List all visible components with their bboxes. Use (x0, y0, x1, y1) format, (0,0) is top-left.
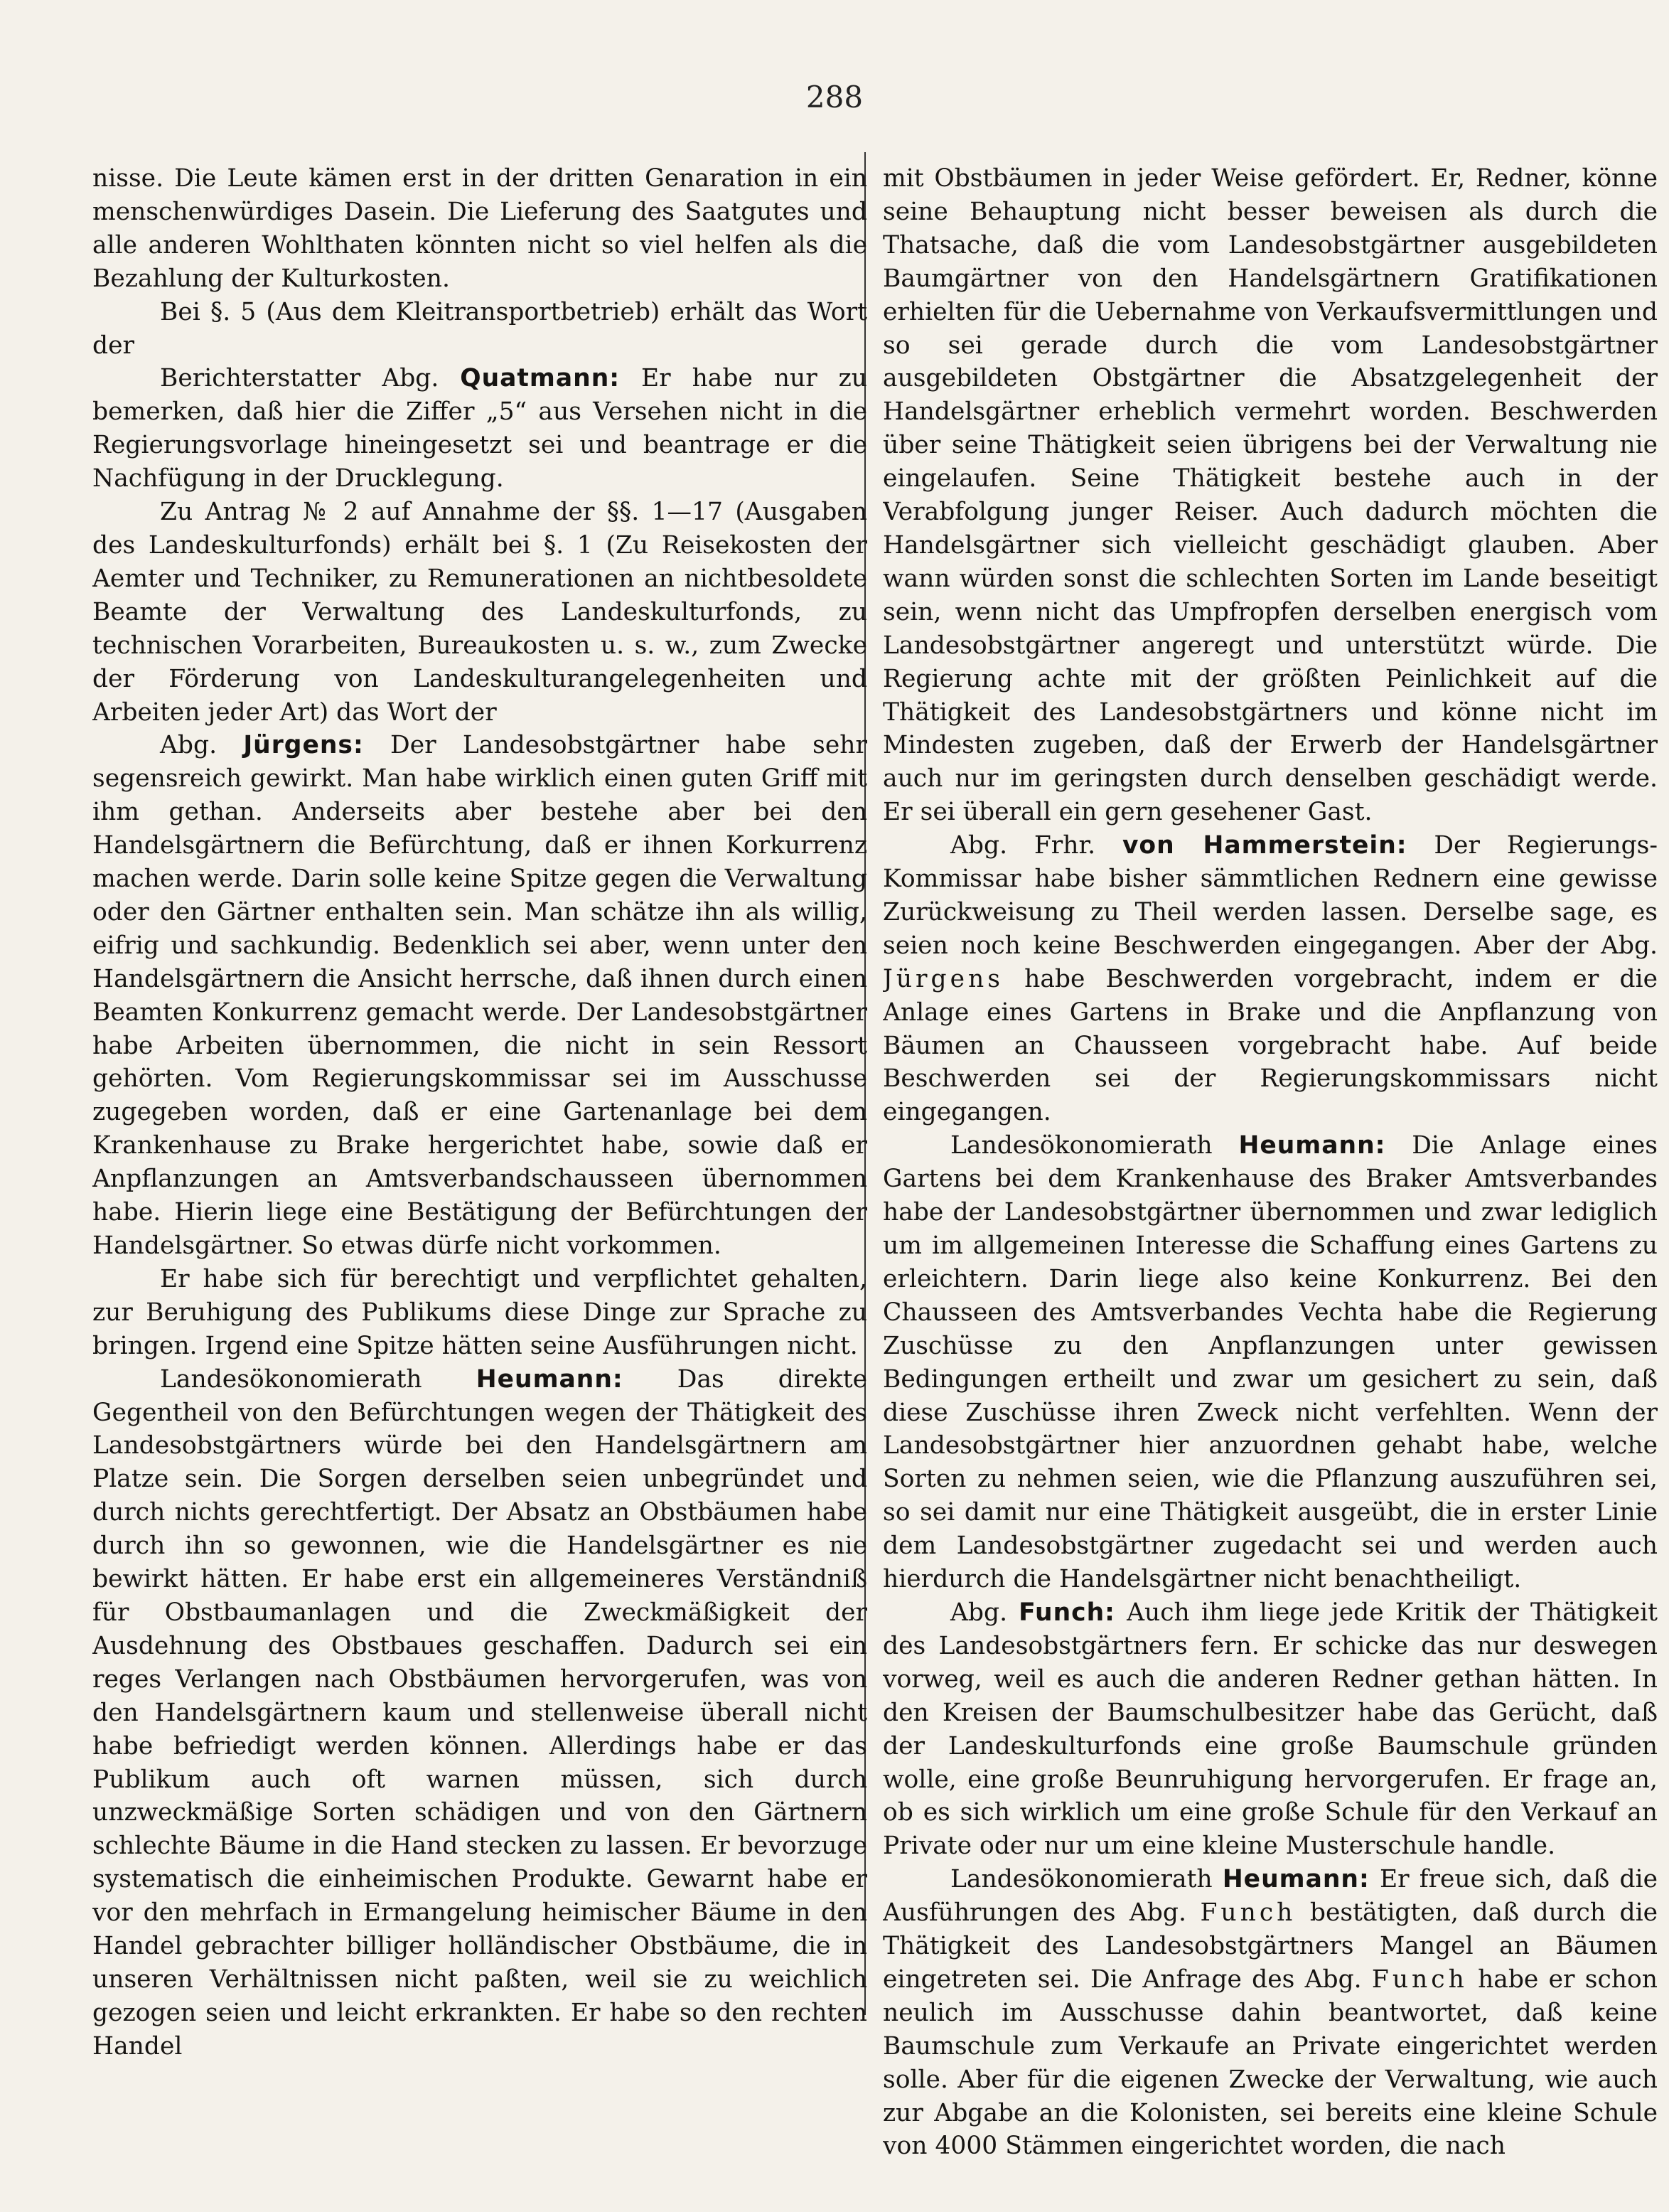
speaker-name: von Hammerstein: (1122, 831, 1407, 860)
speaker-title: Abg. Frhr. (950, 831, 1096, 860)
speech-quatmann (92, 362, 867, 496)
paragraph: Er habe sich für berechtigt und verpflichtet gehalten, zur Beruhigung des Publikums diese Dinge zur Sprache zu bringen. Irgend eine Spitze hätten seine Ausführungen nicht. (92, 1264, 867, 1360)
speaker-title: Landesökonomierath (950, 1131, 1213, 1160)
speaker-name: Funch: (1019, 1598, 1115, 1627)
speaker-title: Landesökonomierath (160, 1364, 422, 1394)
speech-text: Die Anlage eines Gartens bei dem Krankenhause des Braker Amtsverbandes habe der Landesobstgärtner übernommen und zwar lediglich um im allgemeinen Interesse die Schaffung eines Gartens zu erleichtern. Darin liege also keine Konkurrenz. Bei den Chausseen des Amtsverbandes Vechta habe die Regierung Zuschüsse zu den Anpflanzungen unter gewissen Bedingungen ertheilt und zwar um gesichert zu sein, daß diese Zuschüsse ihren Zweck nicht verfehlten. Wenn der Landesobstgärtner hier anzuordnen gehabt habe, welche Sorten zu nehmen seien, wie die Pflanzung auszuführen sei, so sei damit nur eine Thätigkeit ausgeübt, die in erster Linie dem Landesobstgärtner zugedacht sei und werden auch hierdurch die Handelsgärtner nicht benachtheiligt. (883, 1131, 1658, 1594)
speech-text: bestätigten, daß durch die Thätigkeit des Landesobstgärtners Mangel an Bäumen eingetreten sei. Die Anfrage des Abg. (883, 1898, 1658, 1994)
referenced-name: Funch (1371, 1965, 1468, 1994)
speaker-name: Heumann: (1222, 1865, 1370, 1894)
right-column (883, 162, 1658, 2181)
speaker-name: Jürgens: (243, 731, 364, 760)
speaker-title: Abg. (950, 1598, 1008, 1627)
speech-funch (883, 1596, 1658, 1863)
speech-text: Er freue sich, daß die Ausführungen des Abg. (883, 1865, 1658, 1928)
speech-heumann (92, 1363, 867, 2063)
speech-text: Auch ihm liege jede Kritik der Thätigkeit des Landesobstgärtners fern. Er schicke das nur deswegen vorweg, weil es auch die anderen Redner gethan hätten. In den Kreisen der Baumschulbesitzer habe das Gerücht, daß der Landeskulturfonds eine große Baumschule gründen wolle, eine große Beunruhigung hervorgerufen. Er frage an, ob es sich wirklich um eine große Schule für den Verkauf an Private oder nur um eine kleine Musterschule handle. (883, 1598, 1658, 1861)
referenced-name: Jürgens (883, 964, 1004, 993)
referenced-name: Funch (1200, 1898, 1297, 1928)
speaker-name: Heumann: (476, 1364, 623, 1394)
speech-text: Der Regierungs-Kommissar habe bisher sämmtlichen Rednern eine gewisse Zurückweisung zu Theil werden lassen. Derselbe sage, es seien noch keine Beschwerden eingegangen. Aber der Abg. (883, 831, 1658, 960)
speaker-name: Heumann: (1238, 1131, 1386, 1160)
speech-heumann (883, 1863, 1658, 2163)
speaker-title: Abg. (160, 731, 218, 760)
speech-text: Das direkte Gegentheil von den Befürchtungen wegen der Thätigkeit des Landesobstgärtners würde bei den Handelsgärtnern am Platze sein. Die Sorgen derselben seien unbegründet und durch nichts gerechtfertigt. Der Absatz an Obstbäumen habe durch ihn so gewonnen, wie die Handelsgärtner es nie bewirkt hätten. Er habe erst ein allgemeineres Verständniß für Obstbaumanlagen und die Zweckmäßigkeit der Ausdehnung des Obstbaues geschaffen. Dadurch sei ein reges Verlangen nach Obstbäumen hervorgerufen, was von den Handelsgärtnern kaum und stellenweise überall nicht habe befriedigt werden können. Allerdings habe er das Publikum auch oft warnen müssen, sich durch unzweckmäßige Sorten schädigen und von den Gärtnern schlechte Bäume in die Hand stecken zu lassen. Er bevorzuge systematisch die einheimischen Produkte. Gewarnt habe er vor den mehrfach in Ermangelung heimischer Bäume in den Handel gebrachter billiger holländischer Obstbäume, die in unseren Verhältnissen nicht paßten, weil sie zu weichlich gezogen seien und leicht erkrankten. Er habe so den rechten Handel (92, 1364, 867, 2061)
speaker-title: Landesökonomierath (950, 1865, 1213, 1894)
paragraph: Zu Antrag № 2 auf Annahme der §§. 1—17 (Ausgaben des Landeskulturfonds) erhält bei §. 1 (Zu Reisekosten der Aemter und Techniker, zu Remunerationen an nichtbesoldete Beamte der Verwaltung des Landeskulturfonds, zu technischen Vorarbeiten, Bureaukosten u. s. w., zum Zwecke der Förderung von Landeskulturangelegenheiten und Arbeiten jeder Art) das Wort der (92, 498, 867, 727)
speech-text: habe Beschwerden vorgebracht, indem er die Anlage eines Gartens in Brake und die Anpflanzung von Bäumen an Chausseen vorgebracht habe. Auf beide Beschwerden sei der Regierungskommissars nicht eingegangen. (883, 964, 1658, 1127)
speaker-title: Berichterstatter Abg. (160, 364, 439, 393)
speech-text: habe er schon neulich im Ausschusse dahin beantwortet, daß keine Baumschule zum Verkaufe an Private eingerichtet werden solle. Aber für die eigenen Zwecke der Verwaltung, wie auch zur Abgabe an die Kolonisten, sei bereits eine kleine Schule von 4000 Stämmen eingerichtet worden, die nach (883, 1965, 1658, 2161)
speaker-name: Quatmann: (460, 364, 621, 393)
speech-heumann (883, 1129, 1658, 1596)
left-column (92, 162, 867, 2181)
speech-juergens (92, 729, 867, 1263)
paragraph: Bei §. 5 (Aus dem Kleitransportbetrieb) erhält das Wort der (92, 297, 867, 360)
paragraph: mit Obstbäumen in jeder Weise gefördert. Er, Redner, könne seine Behauptung nicht besser beweisen als durch die Thatsache, daß die vom Landesobstgärtner ausgebildeten Baumgärtner von den Handelsgärtnern Gratifikationen erhielten für die Uebernahme von Verkaufsvermittlungen und so sei gerade durch die vom Landesobstgärtner ausgebildeten Obstgärtner die Absatzgelegenheit der Handelsgärtner erheblich vermehrt worden. Beschwerden über seine Thätigkeit seien übrigens bei der Verwaltung nie eingelaufen. Seine Thätigkeit bestehe auch in der Verabfolgung junger Reiser. Auch dadurch möchten die Handelsgärtner sich vielleicht geschädigt glauben. Aber wann würden sonst die schlechten Sorten im Lande beseitigt sein, wenn nicht das Umpfropfen derselben energisch vom Landesobstgärtner angeregt und unterstützt würde. Die Regierung achte mit der größten Peinlichkeit auf die Thätigkeit des Landesobstgärtners und könne nicht im Mindesten zugeben, daß der Erwerb der Handelsgärtner auch nur im geringsten durch denselben geschädigt werde. Er sei überall ein gern gesehener Gast. (883, 164, 1658, 827)
speech-text: Er habe nur zu bemerken, daß hier die Ziffer „5“ aus Versehen nicht in die Regierungsvorlage hineingesetzt sei und beantrage er die Nachfügung in der Drucklegung. (92, 364, 867, 493)
paragraph: nisse. Die Leute kämen erst in der dritten Genaration in ein menschenwürdiges Dasein. Die Lieferung des Saatgutes und alle anderen Wohlthaten könnten nicht so viel helfen als die Bezahlung der Kulturkosten. (92, 164, 867, 293)
speech-hammerstein (883, 829, 1658, 1129)
page-number: 288 (805, 80, 864, 114)
speech-text: Der Landesobstgärtner habe sehr segensreich gewirkt. Man habe wirklich einen guten Griff mit ihm gethan. Anderseits aber bestehe aber bei den Handelsgärtnern die Befürchtung, daß er ihnen Korkurrenz machen werde. Darin solle keine Spitze gegen die Verwaltung oder den Gärtner enthalten sein. Man schätze ihn als willig, eifrig und sachkundig. Bedenklich sei aber, wenn unter den Handelsgärtnern die Ansicht herrsche, daß ihnen durch einen Beamten Konkurrenz gemacht werde. Der Landesobstgärtner habe Arbeiten übernommen, die nicht in sein Ressort gehörten. Vom Regierungskommissar sei im Ausschusse zugegeben worden, daß er eine Gartenanlage bei dem Krankenhause zu Brake hergerichtet habe, sowie daß er Anpflanzungen an Amtsverbandschausseen übernommen habe. Hierin liege eine Bestätigung der Befürchtungen der Handelsgärtner. So etwas dürfe nicht vorkommen. (92, 731, 867, 1260)
